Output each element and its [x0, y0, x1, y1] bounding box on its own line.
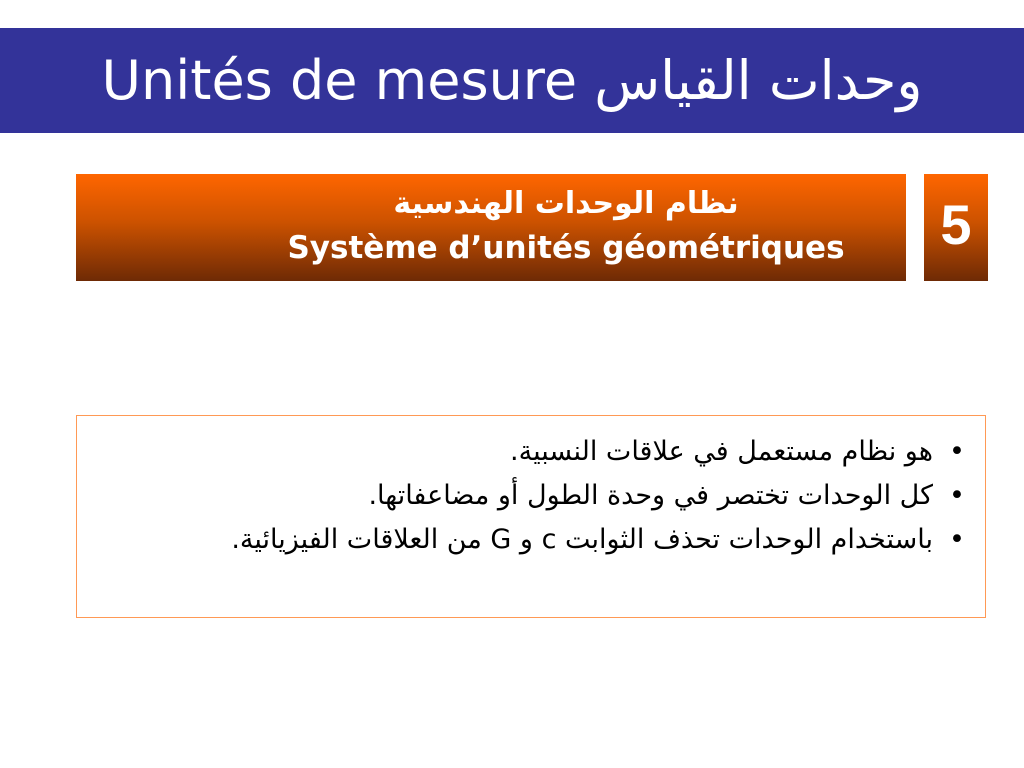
- list-item: [93, 430, 973, 474]
- bullet-list: [93, 430, 973, 562]
- section-title-arabic: نظام الوحدات الهندسية: [393, 186, 739, 221]
- section-header: [76, 174, 906, 281]
- list-item: [93, 474, 973, 518]
- section-number-badge: [924, 174, 988, 281]
- section-title-french: Système d’unités géométriques: [287, 230, 845, 266]
- bullet-text: باستخدام الوحدات تحذف الثوابت c و G من العلاقات الفيزيائية.: [231, 524, 933, 555]
- content-box: [76, 415, 986, 618]
- section-number: 5: [940, 193, 972, 256]
- slide-title-bar: [0, 28, 1024, 133]
- bullet-icon: •: [949, 524, 965, 555]
- bullet-icon: •: [949, 436, 965, 467]
- bullet-text: كل الوحدات تختصر في وحدة الطول أو مضاعفاتها.: [368, 480, 933, 511]
- slide-title: Unités de mesure وحدات القياس: [101, 49, 923, 112]
- bullet-text: هو نظام مستعمل في علاقات النسبية.: [510, 436, 933, 467]
- list-item: [93, 518, 973, 562]
- bullet-icon: •: [949, 480, 965, 511]
